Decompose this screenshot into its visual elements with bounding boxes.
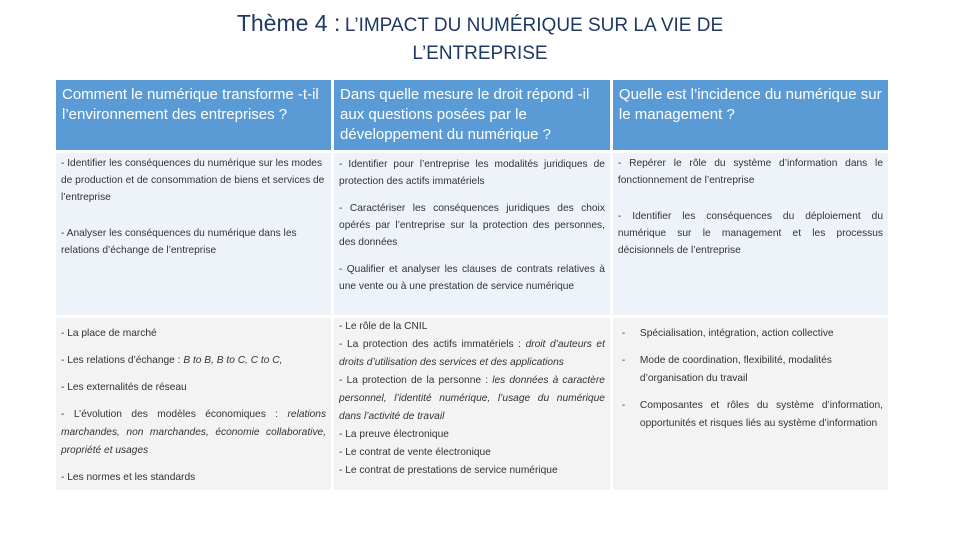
notions-cell-2	[334, 318, 610, 490]
notion-item: - Les externalités de réseau	[61, 382, 187, 393]
title-prefix: Thème 4 :	[236, 10, 341, 36]
title-line2: L’ENTREPRISE	[412, 43, 548, 64]
notions-cell-3	[613, 318, 888, 490]
notion-item: - Le contrat de vente électronique	[339, 447, 491, 458]
notion-item: - Le rôle de la CNIL	[339, 321, 428, 332]
notion-item: - La place de marché	[61, 328, 157, 339]
notion-item: - Spécialisation, intégration, action collective	[621, 328, 834, 339]
notions-cell-1	[56, 318, 331, 490]
notion-item: - Mode de coordination, flexibilité, modalités d’organisation du travail	[621, 355, 832, 384]
objectives-cell-2	[334, 153, 610, 315]
notion-item: - Les relations d’échange : B to B, B to C, C to C,	[61, 355, 283, 366]
objective-item: - Caractériser les conséquences juridiques des choix opérés par l’entreprise sur la protection des personnes, des données	[339, 203, 605, 248]
objective-item: - Identifier les conséquences du déploiement du numérique sur le management et les processus décisionnels de l’entreprise	[617, 211, 883, 256]
notion-item: - Les normes et les standards	[61, 472, 196, 483]
notion-item: - Le contrat de prestations de service numérique	[339, 465, 558, 476]
notion-item: - L’évolution des modèles économiques : relations marchandes, non marchandes, économie collaborative, propriété et usages	[61, 409, 327, 456]
objective-item: - Qualifier et analyser les clauses de contrats relatives à une vente ou à une prestation de service numérique	[339, 264, 605, 292]
objectives-cell-3	[613, 153, 888, 315]
program-table	[53, 77, 891, 493]
objective-item: - Analyser les conséquences du numérique dans les relations d’échange de l’entreprise	[61, 228, 297, 256]
objectives-cell-1	[56, 153, 331, 315]
notion-list	[618, 325, 883, 433]
notion-item: - Composantes et rôles du système d’information, opportunités et risques liés au système d’information	[621, 400, 883, 429]
header-row	[56, 80, 888, 150]
objectives-row	[56, 153, 888, 315]
objective-item: - Identifier les conséquences du numérique sur les modes de production et de consommation de biens et services de l’entreprise	[61, 158, 325, 203]
header-cell-law: Dans quelle mesure le droit répond -il aux questions posées par le développement du numérique ?	[334, 80, 610, 150]
header-cell-environment: Comment le numérique transforme -t-il l’environnement des entreprises ?	[56, 80, 331, 150]
objective-item: - Identifier pour l’entreprise les modalités juridiques de protection des actifs immatériels	[339, 159, 605, 187]
objective-item: - Repérer le rôle du système d’information dans le fonctionnement de l’entreprise	[617, 158, 883, 186]
notion-item: - La preuve électronique	[339, 429, 449, 440]
slide-title	[0, 10, 960, 67]
header-cell-management: Quelle est l’incidence du numérique sur le management ?	[613, 80, 888, 150]
notion-item: - La protection des actifs immatériels : droit d’auteurs et droits d’utilisation des services et des applications	[339, 339, 605, 368]
notions-row	[56, 318, 888, 490]
notion-item: - La protection de la personne : les données à caractère personnel, l’identité numérique, l’usage du numérique dans l’activité de travail	[339, 375, 605, 422]
title-line1: L’IMPACT DU NUMÉRIQUE SUR LA VIE DE	[344, 15, 724, 36]
